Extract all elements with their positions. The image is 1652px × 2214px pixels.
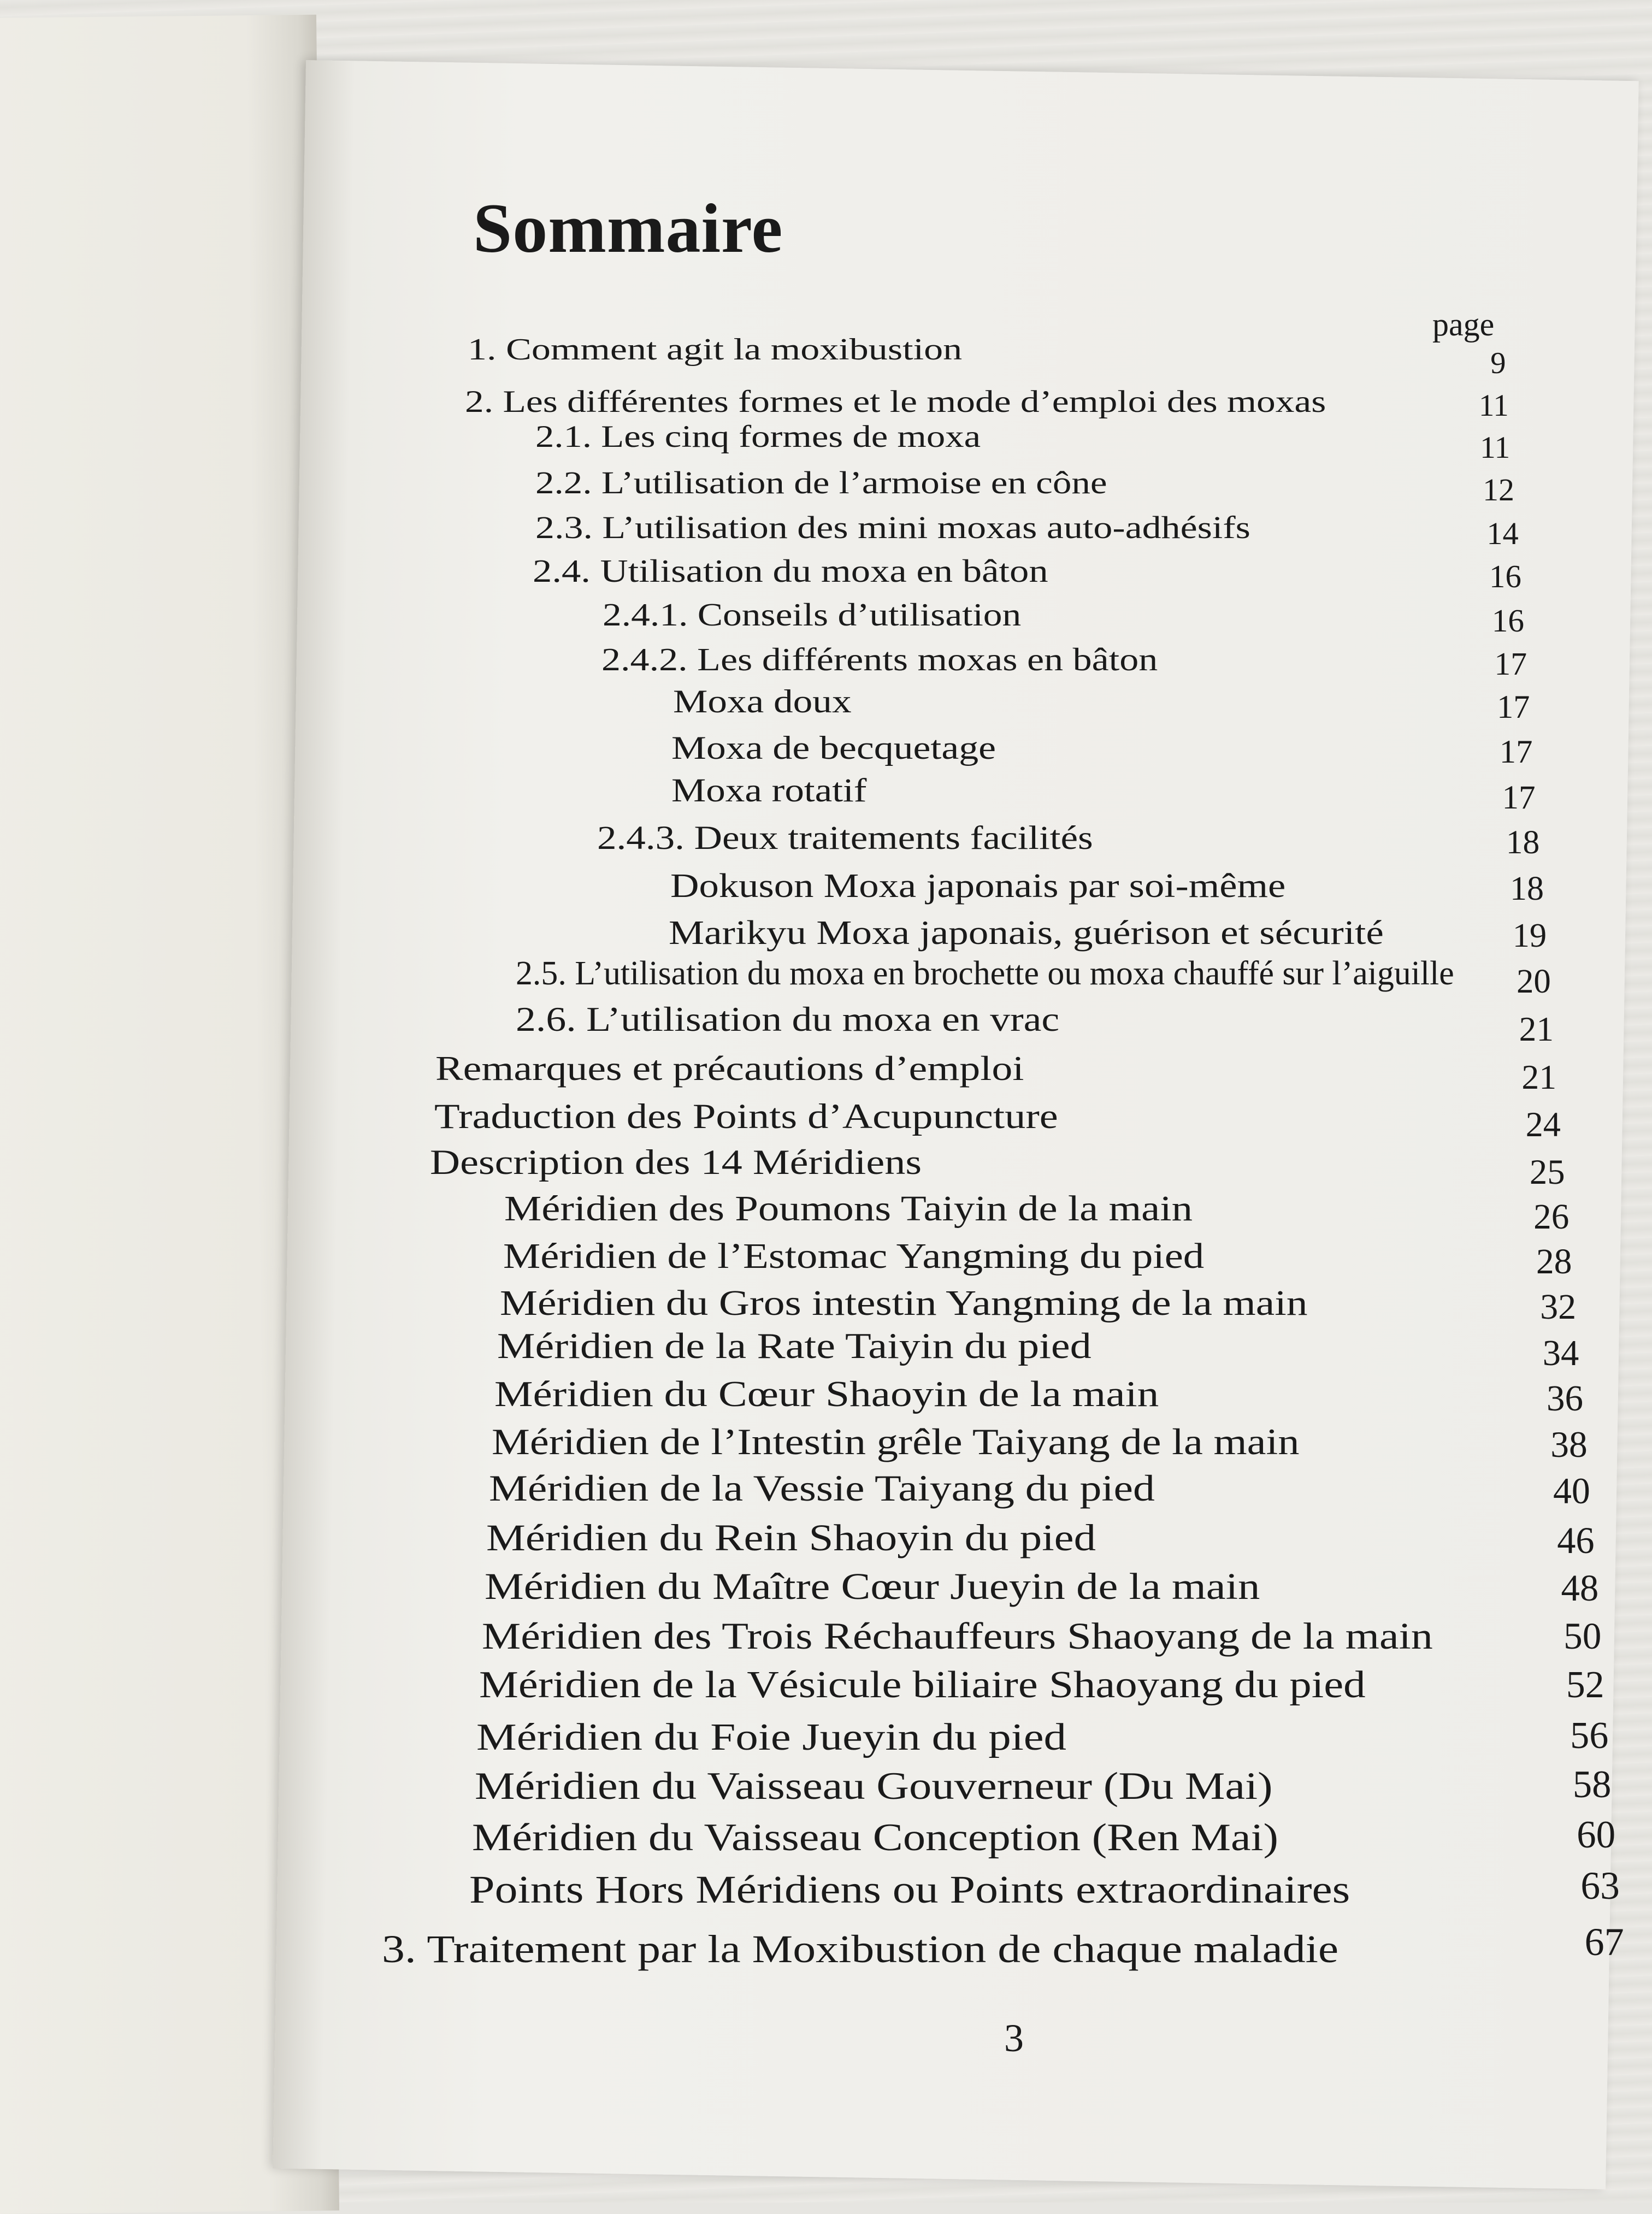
toc-entry-label: Traduction des Points d’Acupuncture xyxy=(434,1096,1058,1136)
toc-entry-label: Méridien des Trois Réchauffeurs Shaoyang de la main xyxy=(482,1615,1433,1657)
toc-entry-page: 16 xyxy=(1491,602,1524,639)
toc-entry-label: Méridien du Maître Cœur Jueyin de la main xyxy=(485,1566,1260,1608)
toc-entry-page: 32 xyxy=(1540,1287,1577,1327)
toc-entry-page: 38 xyxy=(1550,1424,1588,1466)
toc-entry-page: 18 xyxy=(1506,823,1540,861)
toc-entry-page: 19 xyxy=(1512,916,1547,954)
toc-entry-page: 46 xyxy=(1557,1519,1595,1561)
toc-entry-label: Moxa doux xyxy=(672,683,852,721)
toc-entry-label: Méridien des Poumons Taiyin de la main xyxy=(504,1189,1193,1229)
toc-entry-label: Méridien du Vaisseau Conception (Ren Mai) xyxy=(472,1816,1278,1859)
toc-entry-page: 52 xyxy=(1566,1663,1604,1706)
toc-entry-page: 16 xyxy=(1489,559,1521,595)
page-number: 3 xyxy=(1004,2016,1024,2060)
toc-entry-page: 11 xyxy=(1478,388,1509,423)
toc-entry-label: Moxa de becquetage xyxy=(671,729,996,766)
toc-entry-page: 60 xyxy=(1577,1814,1616,1857)
toc-entry-label: Marikyu Moxa japonais, guérison et sécurité xyxy=(669,913,1384,952)
toc-entry-label: Méridien de la Vésicule biliaire Shaoyang du pied xyxy=(479,1663,1366,1706)
toc-entry-page: 12 xyxy=(1483,472,1514,508)
toc-entry-label: Méridien du Gros intestin Yangming de la main xyxy=(500,1283,1308,1323)
toc-entry-page: 17 xyxy=(1497,689,1530,726)
toc-entry-page: 17 xyxy=(1502,779,1536,816)
toc-entry-label: Description des 14 Méridiens xyxy=(429,1143,922,1183)
toc-entry-page: 67 xyxy=(1584,1920,1624,1964)
toc-entry-label: Méridien du Cœur Shaoyin de la main xyxy=(494,1374,1159,1415)
toc-entry-page: 48 xyxy=(1561,1567,1599,1609)
toc-entry-label: 2.4.1. Conseils d’utilisation xyxy=(603,597,1022,633)
toc-entry-label: Méridien de la Rate Taiyin du pied xyxy=(497,1326,1092,1366)
toc-entry-page: 17 xyxy=(1499,734,1533,771)
toc-entry-page: 63 xyxy=(1580,1864,1620,1908)
toc-entry-label: 2.4.2. Les différents moxas en bâton xyxy=(601,641,1158,678)
toc-entry-label: 2.1. Les cinq formes de moxa xyxy=(535,419,981,454)
toc-entry-page: 25 xyxy=(1529,1153,1565,1192)
toc-entry-label: 2.4.3. Deux traitements facilités xyxy=(597,819,1093,857)
toc-entry-label: Moxa rotatif xyxy=(671,772,867,809)
toc-entry-label: 2. Les différentes formes et le mode d’emploi des moxas xyxy=(465,384,1326,419)
toc-entry-label: Méridien de l’Estomac Yangming du pied xyxy=(503,1236,1204,1276)
toc-entry-label: 2.2. L’utilisation de l’armoise en cône xyxy=(535,465,1107,501)
toc-entry-label: Dokuson Moxa japonais par soi-même xyxy=(670,867,1285,905)
toc-entry-page: 50 xyxy=(1564,1615,1602,1657)
toc-entry-label: 2.3. L’utilisation des mini moxas auto-adhésifs xyxy=(535,510,1250,546)
toc-entry-label: Méridien de l’Intestin grêle Taiyang de la main xyxy=(492,1421,1300,1463)
toc-entry-page: 24 xyxy=(1525,1105,1561,1144)
toc-entry-label: Remarques et précautions d’emploi xyxy=(435,1049,1024,1088)
toc-entry-label: Méridien du Vaisseau Gouverneur (Du Mai) xyxy=(475,1764,1273,1808)
toc-entry-page: 40 xyxy=(1553,1470,1590,1512)
toc-entry-label: 2.4. Utilisation du moxa en bâton xyxy=(532,553,1048,589)
toc-entry-label: 3. Traitement par la Moxibustion de chaque maladie xyxy=(382,1927,1339,1971)
toc-entry-label: Méridien du Foie Jueyin du pied xyxy=(476,1715,1066,1758)
toc-entry-page: 17 xyxy=(1494,645,1527,682)
toc-entry-page: 18 xyxy=(1510,870,1544,908)
toc-entry-page: 36 xyxy=(1547,1378,1583,1419)
page-title: Sommaire xyxy=(473,190,783,267)
toc-entry-label: 2.6. L’utilisation du moxa en vrac xyxy=(515,1000,1059,1038)
toc-entry-page: 58 xyxy=(1572,1763,1612,1806)
toc-entry-page: 28 xyxy=(1536,1242,1572,1282)
toc-entry-label: Méridien de la Vessie Taiyang du pied xyxy=(488,1467,1155,1509)
toc-entry-label: 1. Comment agit la moxibustion xyxy=(468,332,963,367)
toc-entry-page: 11 xyxy=(1479,430,1511,465)
toc-entry-page: 9 xyxy=(1490,346,1506,381)
toc-entry-label: 2.5. L’utilisation du moxa en brochette ou moxa chauffé sur l’aiguille xyxy=(515,953,1454,992)
toc-entry-label: Points Hors Méridiens ou Points extraordinaires xyxy=(469,1868,1350,1912)
toc-entry-page: 34 xyxy=(1542,1333,1579,1373)
toc-entry-page: 21 xyxy=(1521,1057,1557,1096)
toc-entry-page: 14 xyxy=(1486,515,1519,551)
page-column-header: page xyxy=(1432,306,1495,343)
toc-entry-page: 26 xyxy=(1533,1197,1570,1237)
toc-entry-label: Méridien du Rein Shaoyin du pied xyxy=(486,1516,1096,1558)
toc-entry-page: 21 xyxy=(1519,1009,1554,1048)
toc-entry-page: 56 xyxy=(1570,1714,1609,1757)
toc-entry-page: 20 xyxy=(1516,962,1551,1001)
